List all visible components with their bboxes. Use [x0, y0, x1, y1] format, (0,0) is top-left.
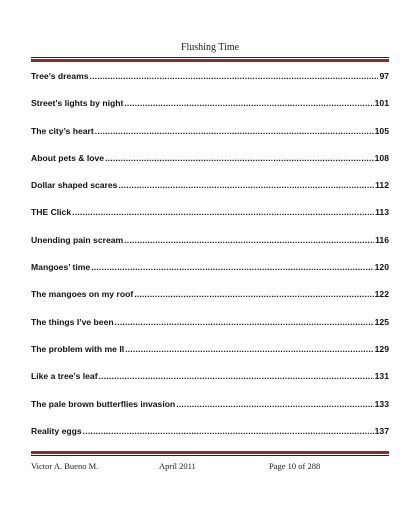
toc-entry-title: The mangoes on my roof: [31, 289, 134, 300]
toc-entry[interactable]: [31, 425, 389, 452]
running-header-title: Flushing Time: [180, 42, 240, 53]
toc-entry-page: 113: [375, 207, 389, 218]
toc-entry-page: 122: [374, 289, 389, 300]
toc-entry-title: The things I’ve been: [31, 316, 114, 327]
dot-leader: [105, 152, 374, 164]
toc-entry-page: 101: [374, 98, 389, 109]
toc-entry-title: The pale brown butterflies invasion: [31, 398, 176, 409]
toc-entry-page: 108: [374, 152, 389, 163]
toc-entry-page: 129: [374, 343, 389, 354]
toc-entry[interactable]: [31, 70, 389, 97]
toc-entry[interactable]: [31, 97, 389, 124]
dot-leader: [72, 206, 374, 218]
toc-entry[interactable]: [31, 152, 389, 179]
toc-entry[interactable]: [31, 343, 389, 370]
toc-entry-title: Tree’s dreams: [31, 71, 89, 81]
toc-entry-page: 112: [375, 180, 389, 191]
toc-entry-title: Unending pain scream: [31, 234, 124, 245]
page-footer: [31, 461, 389, 475]
toc-entry[interactable]: [31, 179, 389, 206]
dot-leader: [118, 179, 374, 191]
dot-leader: [91, 261, 373, 273]
toc-entry[interactable]: [31, 370, 389, 397]
footer-date: April 2011: [159, 461, 196, 471]
toc-entry-title: Street’s lights by night: [31, 98, 124, 109]
toc-entry-page: 125: [374, 316, 389, 327]
dot-leader: [124, 97, 373, 109]
toc-entry-page: 131: [374, 371, 389, 382]
toc-entry-page: 137: [374, 425, 389, 436]
toc-entry-title: The city’s heart: [31, 125, 94, 136]
dot-leader: [90, 70, 379, 82]
toc-entry-title: Mangoes’ time: [31, 262, 91, 273]
toc-entry-title: THE Click: [31, 207, 72, 218]
toc-entry-title: Like a tree’s leaf: [31, 371, 98, 382]
toc-entry[interactable]: [31, 234, 389, 261]
footer-author: Victor A. Bueno M.: [31, 461, 99, 471]
header-rule: [31, 57, 389, 62]
toc-entry-page: 116: [375, 234, 389, 245]
dot-leader: [176, 398, 373, 410]
toc-entry[interactable]: [31, 206, 389, 233]
toc-entry-page: 120: [374, 262, 389, 273]
table-of-contents: [31, 70, 389, 452]
toc-entry-title: About pets & love: [31, 152, 105, 163]
dot-leader: [95, 125, 374, 137]
toc-entry-page: 133: [374, 398, 389, 409]
dot-leader: [134, 288, 373, 300]
toc-entry[interactable]: [31, 316, 389, 343]
dot-leader: [99, 370, 374, 382]
toc-entry-title: Reality eggs: [31, 425, 82, 436]
toc-entry[interactable]: [31, 261, 389, 288]
toc-entry-title: Dollar shaped scares: [31, 180, 118, 191]
toc-entry-title: The problem with me II: [31, 343, 125, 354]
toc-entry-page: 97: [379, 71, 389, 81]
dot-leader: [124, 234, 374, 246]
dot-leader: [115, 316, 374, 328]
footer-page-number: Page 10 of 288: [269, 461, 321, 471]
toc-entry[interactable]: [31, 125, 389, 152]
dot-leader: [83, 425, 374, 437]
footer-rule: [31, 451, 389, 456]
toc-entry[interactable]: [31, 398, 389, 425]
toc-entry[interactable]: [31, 288, 389, 315]
toc-entry-page: 105: [374, 125, 389, 136]
dot-leader: [125, 343, 374, 355]
